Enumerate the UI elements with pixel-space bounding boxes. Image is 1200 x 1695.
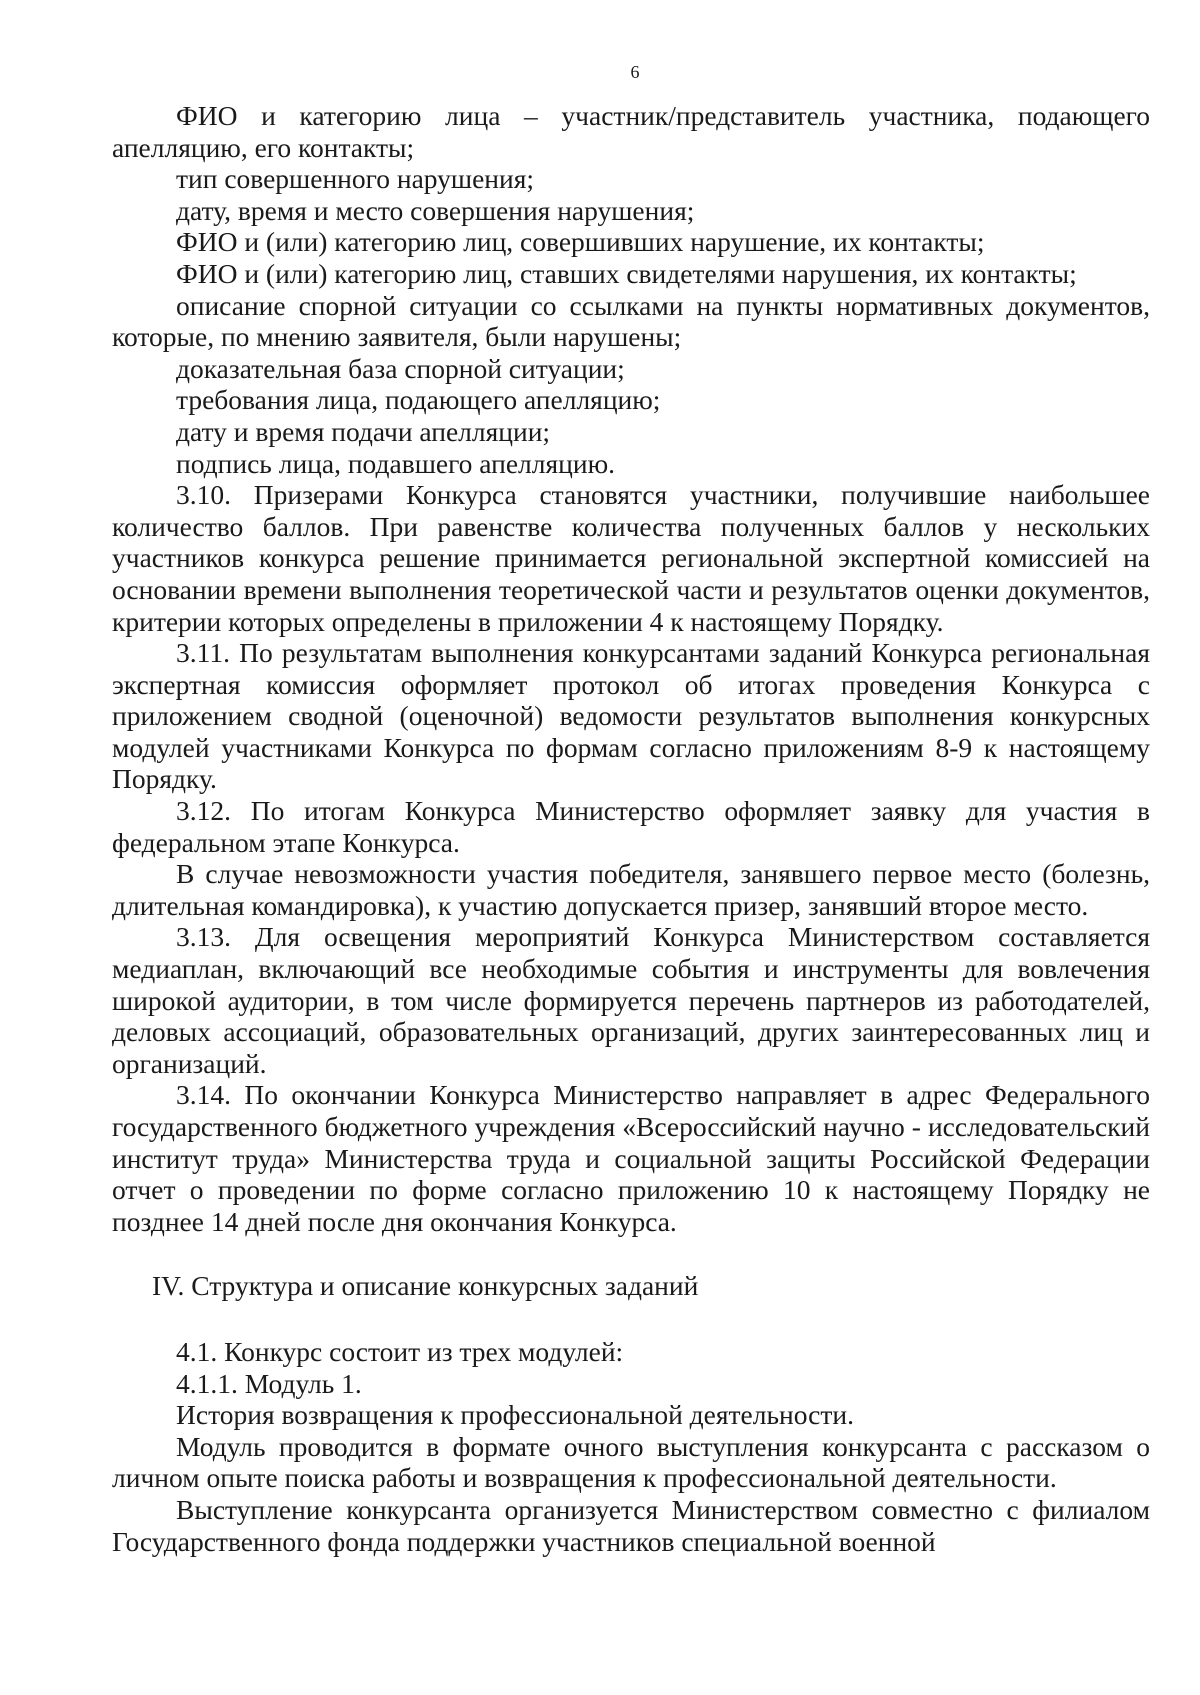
- paragraph-violation-type: тип совершенного нарушения;: [176, 163, 535, 195]
- paragraph-3-14: 3.14. По окончании Конкурса Министерство направляет в адрес Федерального государственного бюджетного учреждения «Всероссийский научно - исследовательский институт труда» Министерства труда и социальной защиты Российской Федерации отчет о проведении по форме согласно приложению 10 к настоящему Порядку не позднее 14 дней после дня окончания Конкурса.: [112, 1079, 1150, 1237]
- paragraph-evidence: доказательная база спорной ситуации;: [176, 352, 625, 384]
- paragraph-3-12-substitute: В случае невозможности участия победителя, занявшего первое место (болезнь, длительная командировка), к участию допускается призер, занявший второе место.: [112, 858, 1150, 921]
- paragraph-4-1-1: 4.1.1. Модуль 1.: [176, 1367, 362, 1399]
- paragraph-signature: подпись лица, подавшего апелляцию.: [176, 447, 616, 479]
- paragraph-3-10: 3.10. Призерами Конкурса становятся участники, получившие наибольшее количество баллов. При равенстве количества полученных баллов у нескольких участников конкурса решение принимается региональной экспертной комиссией на основании времени выполнения теоретической части и результатов оценки документов, критерии которых определены в приложении 4 к настоящему Порядку.: [112, 479, 1150, 637]
- paragraph-module-organization: Выступление конкурсанта организуется Министерством совместно с филиалом Государственного фонда поддержки участников специальной военной: [112, 1493, 1150, 1557]
- section-heading: IV. Структура и описание конкурсных заданий: [152, 1270, 699, 1302]
- paragraph-3-12: 3.12. По итогам Конкурса Министерство оформляет заявку для участия в федеральном этапе Конкурса.: [112, 795, 1150, 858]
- paragraph-module-title: История возвращения к профессиональной деятельности.: [176, 1399, 854, 1431]
- page-number: 6: [630, 62, 640, 82]
- paragraph-module-format: Модуль проводится в формате очного выступления конкурсанта с рассказом о личном опыте поиска работы и возвращения к профессиональной деятельности.: [112, 1430, 1150, 1494]
- paragraph-4-1: 4.1. Конкурс состоит из трех модулей:: [176, 1335, 624, 1367]
- paragraph-witnesses: ФИО и (или) категорию лиц, ставших свидетелями нарушения, их контакты;: [176, 257, 1077, 289]
- paragraph-3-11: 3.11. По результатам выполнения конкурсантами заданий Конкурса региональная экспертная комиссия оформляет протокол об итогах проведения Конкурса с приложением сводной (оценочной) ведомости результатов выполнения конкурсных модулей участниками Конкурса по формам согласно приложениям 8-9 к настоящему Порядку.: [112, 637, 1150, 795]
- paragraph-dispute-description: описание спорной ситуации со ссылками на пункты нормативных документов, которые, по мнению заявителя, были нарушены;: [112, 289, 1150, 353]
- paragraph-appeal-datetime: дату и время подачи апелляции;: [176, 415, 551, 447]
- paragraph-appeal-applicant: ФИО и категорию лица – участник/представитель участника, подающего апелляцию, его контакты;: [112, 100, 1150, 163]
- paragraph-violation-datetime: дату, время и место совершения нарушения;: [176, 194, 695, 226]
- paragraph-requirements: требования лица, подающего апелляцию;: [176, 384, 661, 416]
- document-body: [112, 100, 1150, 1557]
- paragraph-3-13: 3.13. Для освещения мероприятий Конкурса Министерством составляется медиаплан, включающий все необходимые события и инструменты для вовлечения широкой аудитории, в том числе формируется перечень партнеров из работодателей, деловых ассоциаций, образовательных организаций, других заинтересованных лиц и организаций.: [112, 921, 1150, 1079]
- paragraph-violators: ФИО и (или) категорию лиц, совершивших нарушение, их контакты;: [176, 226, 985, 258]
